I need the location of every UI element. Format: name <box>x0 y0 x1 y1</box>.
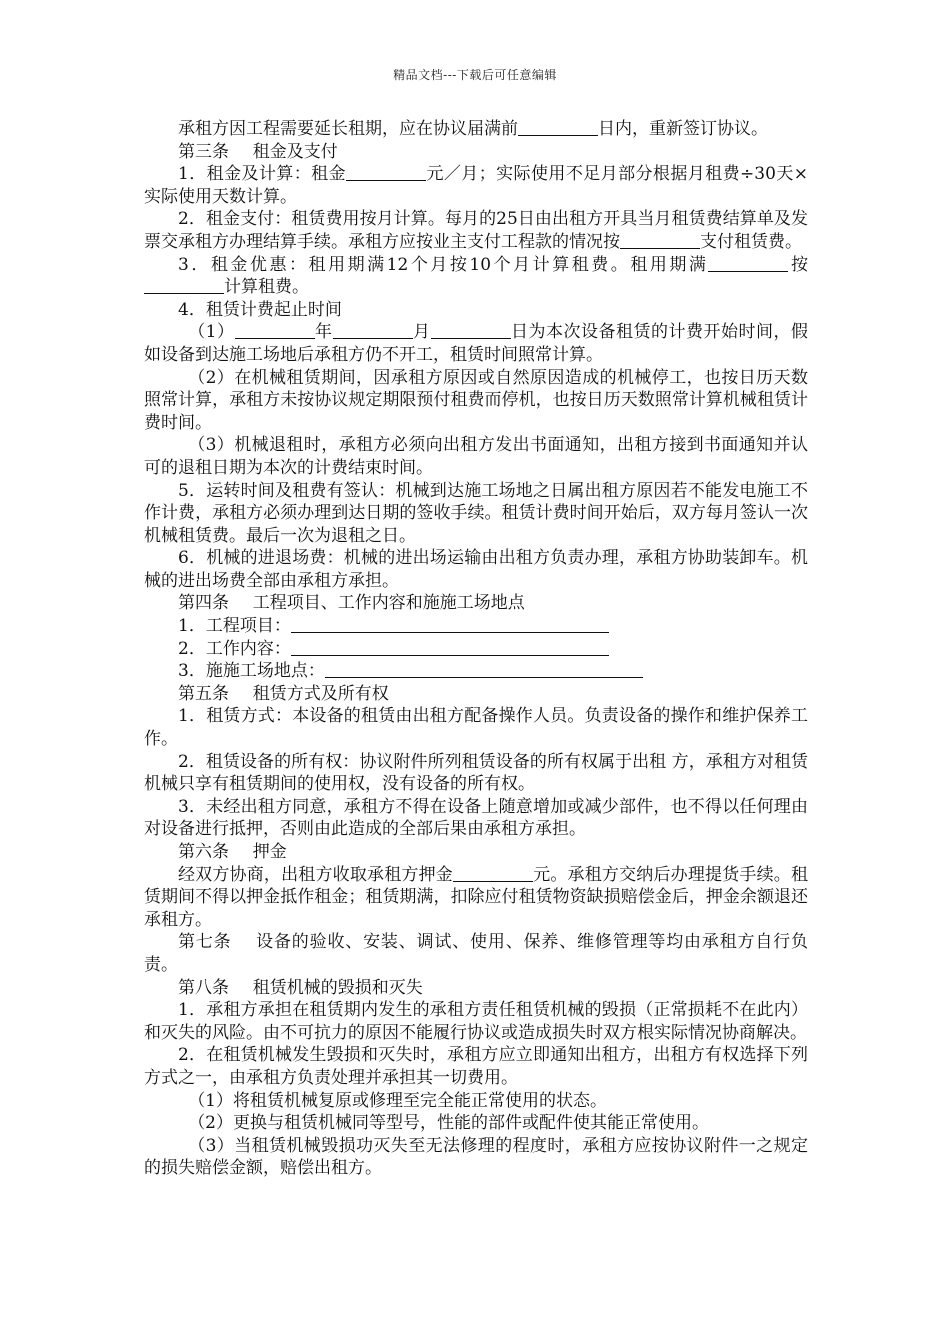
article-heading <box>144 977 808 1000</box>
text-run: 3．未经出租方同意，承租方不得在设备上随意增加或减少部件，也不得以任何理由对设备进行抵押，否则由此造成的全部后果由承租方承担。 <box>144 796 808 840</box>
clause-paragraph <box>144 660 808 683</box>
text-run: 2．工作内容： <box>178 638 291 659</box>
text-run: 第六条 <box>178 842 229 862</box>
text-run: （3）机械退租时，承租方必须向出租方发出书面通知，出租方接到书面通知并认可的退租日期为本次的计费结束时间。 <box>144 435 808 478</box>
text-run: 第五条 <box>178 683 229 704</box>
text-run: （2）更换与租赁机械同等型号，性能的部件或配件使其能正常使用。 <box>188 1113 710 1134</box>
text-run: 6．机械的进退场费：机械的进出场运输由出租方负责办理，承租方协助装卸车。机械的进出场费全部由承租方承担。 <box>144 548 808 591</box>
clause-paragraph <box>144 615 808 638</box>
text-run: 第四条 <box>178 593 229 614</box>
text-run: 2．租金支付：租赁费用按月计算。每月的25日由出租方开具当月租赁费结算单及发票交承租方办理结算手续。承租方应按业主支付工程款的情况按 <box>144 209 808 252</box>
text-run: 第三条 <box>178 141 229 162</box>
clause-paragraph <box>144 705 808 750</box>
fill-in-blank[interactable] <box>620 232 700 249</box>
clause-paragraph <box>144 163 808 208</box>
clause-paragraph <box>144 864 808 932</box>
text-run: 租赁方式及所有权 <box>252 683 389 704</box>
article-heading <box>144 841 808 864</box>
text-run: 2．租赁设备的所有权：协议附件所列租赁设备的所有权属于出租 方，承租方对租赁机械只享有租赁期间的使用权，没有设备的所有权。 <box>144 751 808 795</box>
clause-paragraph <box>144 1135 808 1180</box>
clause-paragraph <box>144 999 808 1044</box>
clause-paragraph <box>144 434 808 479</box>
text-run: 按 <box>788 254 808 275</box>
text-run: 日内，重新签订协议。 <box>598 119 768 139</box>
text-run: 租赁机械的毁损和灭失 <box>252 977 423 998</box>
fill-in-blank[interactable] <box>235 322 315 339</box>
fill-in-blank[interactable] <box>291 616 609 633</box>
text-run: 承租方因工程需要延长租期，应在协议届满前 <box>178 119 518 139</box>
clause-paragraph <box>144 367 808 435</box>
clause-paragraph <box>144 321 808 366</box>
text-run: （1）将租赁机械复原或修理至完全能正常使用的状态。 <box>188 1090 608 1111</box>
text-run: 年 <box>314 322 333 343</box>
article-heading <box>144 683 808 706</box>
fill-in-blank[interactable] <box>708 255 788 272</box>
text-run: 5．运转时间及租费有签认：机械到达施工场地之日属出租方原因若不能发电施工不作计费，承租方必须办理到达日期的签收手续。租赁计费时间开始后，双方每月签认一次机械租赁费。最后一次为退租之日。 <box>144 480 808 546</box>
text-run: 1．工程项目： <box>178 616 291 637</box>
text-run: 1．租赁方式：本设备的租赁由出租方配备操作人员。负责设备的操作和维护保养工作。 <box>144 706 808 750</box>
text-run: （3）当租赁机械毁损功灭失至无法修理的程度时，承租方应按协议附件一之规定的损失赔偿金额，赔偿出租方。 <box>144 1135 808 1179</box>
fill-in-blank[interactable] <box>333 322 413 339</box>
clause-paragraph <box>144 1090 808 1113</box>
clause-paragraph <box>144 299 808 322</box>
fill-in-blank[interactable] <box>518 119 598 136</box>
clause-paragraph <box>144 1112 808 1135</box>
clause-paragraph <box>144 118 808 141</box>
text-run: 元。承租方交纳后办理提货手续。租赁期间不得以押金抵作租金；租赁期满，扣除应付租赁物资缺损赔偿金后，押金余额退还承租方。 <box>144 864 808 930</box>
text-run: 计算租费。 <box>224 277 309 298</box>
text-run: 第七条 <box>178 932 232 953</box>
text-run: 1．租金及计算：租金 <box>178 164 347 185</box>
text-run: （2）在机械租赁期间，因承租方原因或自然原因造成的机械停工，也按日历天数照常计算，承租方未按协议规定期限预付租费而停机，也按日历天数照常计算机械租赁计费时间。 <box>144 367 808 433</box>
text-run: 设备的验收、安装、调试、使用、保养、维修管理等均由承租方自行负责。 <box>144 932 809 975</box>
fill-in-blank[interactable] <box>291 639 609 656</box>
page-header: 精品文档---下载后可任意编辑 <box>393 68 557 82</box>
clause-paragraph <box>144 796 808 841</box>
document-body <box>144 118 808 1180</box>
clause-paragraph <box>144 480 808 548</box>
fill-in-blank[interactable] <box>431 322 511 339</box>
text-run: 日为本次设备租赁的计费开始时间，假如设备到达施工场地后承租方仍不开工，租赁时间照常计算。 <box>144 322 809 365</box>
clause-paragraph <box>144 254 808 299</box>
article-heading <box>144 141 808 164</box>
text-run: 3．租金优惠：租用期满12个月按10个月计算租费。租用期满 <box>178 254 709 275</box>
fill-in-blank[interactable] <box>144 277 224 294</box>
fill-in-blank[interactable] <box>453 865 533 882</box>
text-run: （1） <box>188 322 235 343</box>
clause-paragraph <box>144 208 808 253</box>
text-run: 工程项目、工作内容和施施工场地点 <box>252 593 525 614</box>
article-heading <box>144 592 808 615</box>
text-run: 支付租赁费。 <box>700 231 802 252</box>
clause-paragraph <box>144 1044 808 1089</box>
text-run: 1．承租方承担在租赁期内发生的承租方责任租赁机械的毁损（正常损耗不在此内）和灭失的风险。由不可抗力的原因不能履行协议或造成损失时双方根实际情况协商解决。 <box>144 1000 808 1043</box>
text-run: 2．在租赁机械发生毁损和灭失时，承租方应立即通知出租方，出租方有权选择下列方式之一，由承租方负责处理并承担其一切费用。 <box>144 1045 808 1088</box>
clause-paragraph <box>144 751 808 796</box>
text-run: 押金 <box>252 842 287 862</box>
fill-in-blank[interactable] <box>346 164 426 181</box>
text-run: 元／月；实际使用不足月部分根据月租费÷30天×实际使用天数计算。 <box>144 164 808 207</box>
text-run: 第八条 <box>178 977 229 998</box>
text-run: 租金及支付 <box>252 141 338 162</box>
clause-paragraph <box>144 547 808 592</box>
clause-paragraph <box>144 638 808 661</box>
text-run: 4．租赁计费起止时间 <box>178 299 342 320</box>
article-heading <box>144 931 808 976</box>
text-run: 3．施施工场地点： <box>178 661 325 682</box>
text-run: 月 <box>412 322 431 343</box>
text-run: 经双方协商，出租方收取承租方押金 <box>178 864 453 885</box>
fill-in-blank[interactable] <box>325 661 643 678</box>
